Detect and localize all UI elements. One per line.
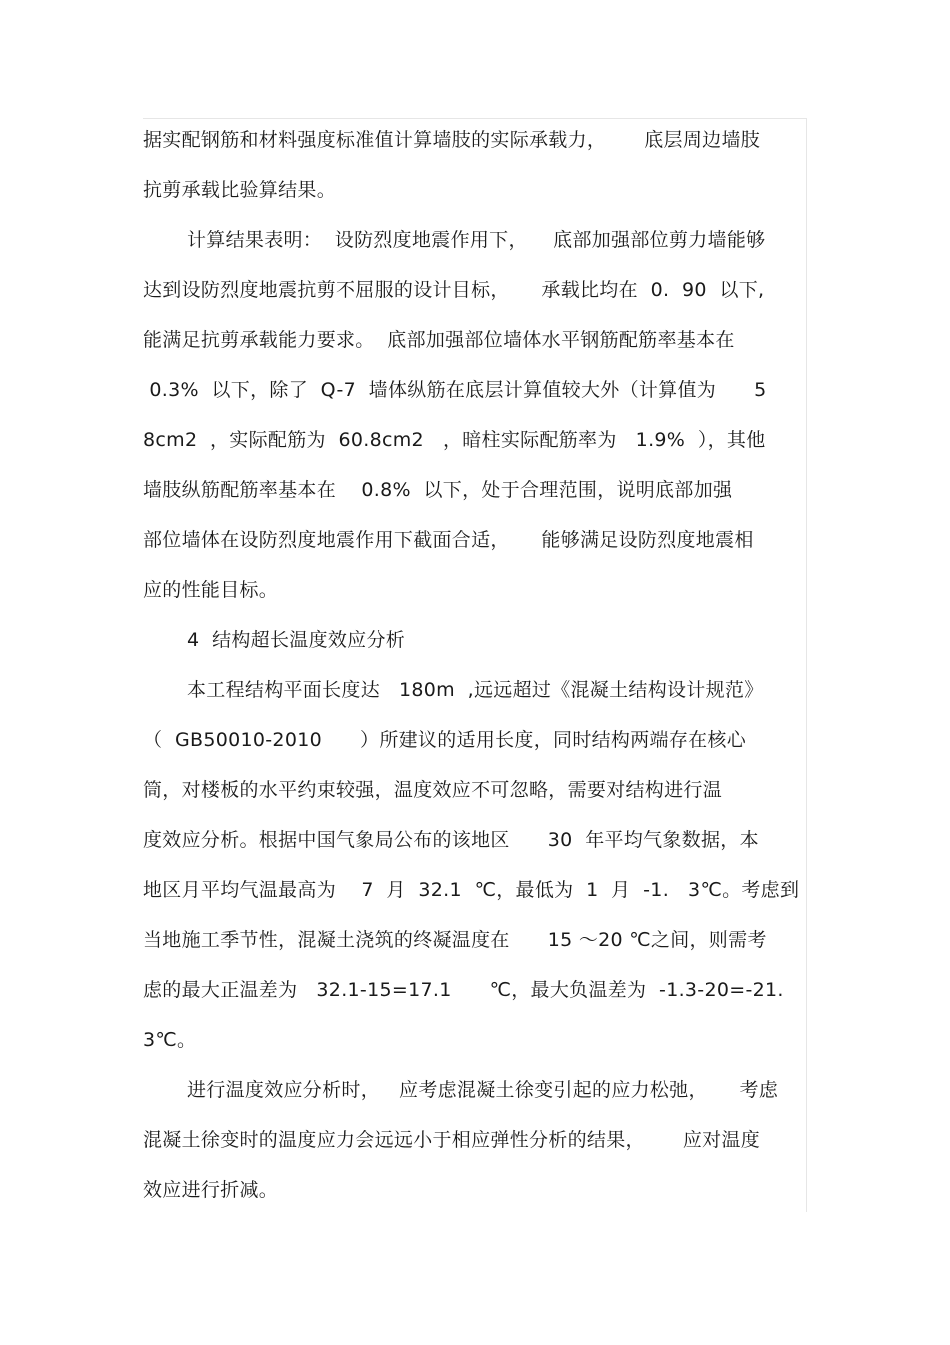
text-line: 应的性能目标。 xyxy=(143,579,279,601)
text-line: 混凝土徐变时的温度应力会远远小于相应弹性分析的结果， 应对温度 xyxy=(143,1129,761,1151)
text-line: （ GB50010-2010 ）所建议的适用长度，同时结构两端存在核心 xyxy=(143,729,747,751)
text-line: 部位墙体在设防烈度地震作用下截面合适， 能够满足设防烈度地震相 xyxy=(143,529,754,551)
text-line: 当地施工季节性，混凝土浇筑的终凝温度在 15 ～20 ℃之间，则需考 xyxy=(143,929,767,951)
text-line: 8cm2 ，实际配筋为 60.8cm2 ，暗柱实际配筋率为 1.9% ），其他 xyxy=(143,429,766,451)
text-line: 达到设防烈度地震抗剪不屈服的设计目标， 承载比均在 0. 90 以下, xyxy=(143,279,765,301)
text-line: 筒，对楼板的水平约束较强，温度效应不可忽略，需要对结构进行温 xyxy=(143,779,723,801)
text-line: 效应进行折减。 xyxy=(143,1179,279,1201)
section-heading: 4 结构超长温度效应分析 xyxy=(187,629,406,651)
text-line: 虑的最大正温差为 32.1-15=17.1 ℃，最大负温差为 -1.3-20=-21. xyxy=(143,979,784,1001)
text-line: 进行温度效应分析时， 应考虑混凝土徐变引起的应力松弛， 考虑 xyxy=(187,1079,779,1101)
text-line: 度效应分析。根据中国气象局公布的该地区 30 年平均气象数据，本 xyxy=(143,829,759,851)
text-line: 本工程结构平面长度达 180m ,远远超过《混凝土结构设计规范》 xyxy=(187,679,764,701)
text-line: 地区月平均气温最高为 7 月 32.1 ℃，最低为 1 月 -1. 3℃。考虑到 xyxy=(143,879,800,901)
text-line: 0.3% 以下，除了 Q-7 墙体纵筋在底层计算值较大外（计算值为 5 xyxy=(143,379,767,401)
text-line: 抗剪承载比验算结果。 xyxy=(143,179,337,201)
text-line: 能满足抗剪承载能力要求。 底部加强部位墙体水平钢筋配筋率基本在 xyxy=(143,329,735,351)
text-line: 计算结果表明： 设防烈度地震作用下， 底部加强部位剪力墙能够 xyxy=(187,229,766,251)
text-line: 据实配钢筋和材料强度标准值计算墙肢的实际承载力， 底层周边墙肢 xyxy=(143,129,761,151)
text-line: 墙肢纵筋配筋率基本在 0.8% 以下，处于合理范围，说明底部加强 xyxy=(143,479,733,501)
text-line: 3℃。 xyxy=(143,1029,197,1051)
